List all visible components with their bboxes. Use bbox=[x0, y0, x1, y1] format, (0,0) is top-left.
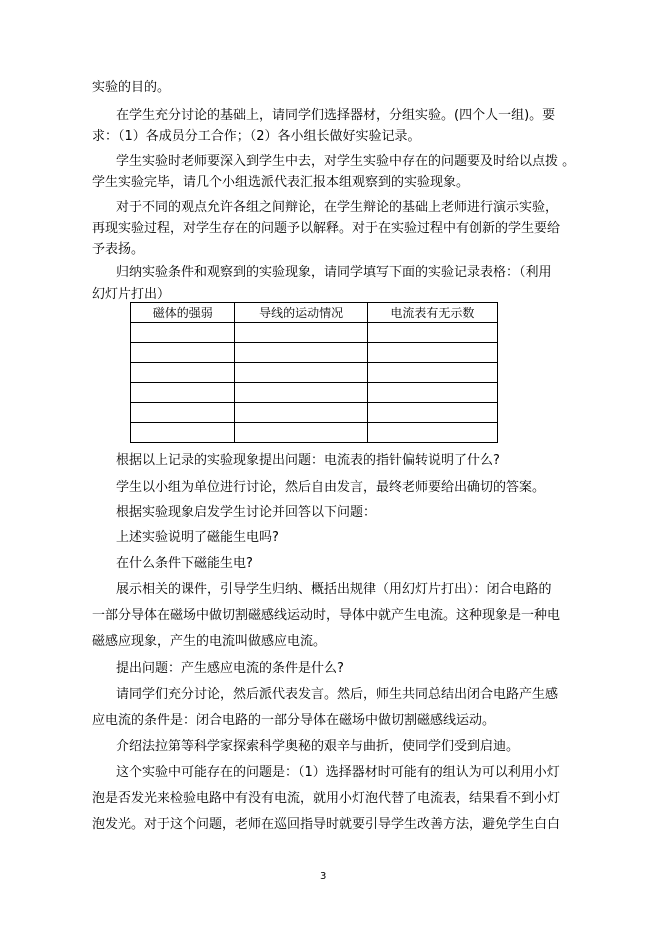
table-row bbox=[131, 403, 498, 423]
paragraph-line: 应电流的条件是：闭合电路的一部分导体在磁场中做切割磁感线运动。 bbox=[92, 713, 496, 728]
table-cell bbox=[367, 423, 497, 443]
table-cell bbox=[131, 383, 235, 403]
table-cell bbox=[367, 343, 497, 363]
paragraph-line: 展示相关的课件，引导学生归纳、概括出规律（用幻灯片打出）：闭合电路的 bbox=[116, 582, 552, 597]
table-header-cell: 导线的运动情况 bbox=[235, 303, 367, 323]
paragraph-line: 对于不同的观点允许各组之间辩论，在学生辩论的基础上老师进行演示实验， bbox=[116, 200, 559, 215]
paragraph-line: 再现实验过程，对学生存在的问题予以解释。对于在实验过程中有创新的学生要给 bbox=[92, 221, 561, 236]
paragraph-line: 予表扬。 bbox=[92, 242, 145, 257]
table-row bbox=[131, 343, 498, 363]
table-row bbox=[131, 423, 498, 443]
table-cell bbox=[367, 323, 497, 343]
table-header-row bbox=[131, 303, 498, 323]
table-cell bbox=[367, 403, 497, 423]
paragraph-line: 学生实验时老师要深入到学生中去，对学生实验中存在的问题要及时给以点拨 。 bbox=[116, 154, 576, 169]
paragraph-line: 求：（1）各成员分工合作；（2）各小组长做好实验记录。 bbox=[92, 129, 421, 144]
paragraph-line: 泡是否发光来检验电路中有没有电流，就用小灯泡代替了电流表，结果看不到小灯 bbox=[92, 791, 561, 806]
paragraph-line: 介绍法拉第等科学家探索科学奥秘的艰辛与曲折，使同学们受到启迪。 bbox=[116, 739, 520, 754]
paragraph-line: 磁感应现象，产生的电流叫做感应电流。 bbox=[92, 634, 327, 649]
table-row bbox=[131, 323, 498, 343]
experiment-record-table bbox=[130, 302, 498, 443]
table-cell bbox=[131, 423, 235, 443]
paragraph-line: 提出问题：产生感应电流的条件是什么? bbox=[116, 661, 344, 676]
paragraph-line: 在什么条件下磁能生电? bbox=[116, 556, 253, 571]
table-cell bbox=[235, 363, 367, 383]
table-cell bbox=[131, 343, 235, 363]
paragraph-line: 泡发光。对于这个问题，老师在巡回指导时就要引导学生改善方法，避免学生白白 bbox=[92, 817, 561, 832]
table-cell bbox=[235, 343, 367, 363]
table-cell bbox=[131, 363, 235, 383]
table-row bbox=[131, 383, 498, 403]
table-cell bbox=[367, 383, 497, 403]
paragraph-line: 学生实验完毕，请几个小组选派代表汇报本组观察到的实验现象。 bbox=[92, 175, 470, 190]
table-header-cell: 电流表有无示数 bbox=[367, 303, 497, 323]
table-row bbox=[131, 363, 498, 383]
table-cell bbox=[235, 383, 367, 403]
table-cell bbox=[131, 403, 235, 423]
paragraph-line: 在学生充分讨论的基础上，请同学们选择器材，分组实验。(四个人一组)。要 bbox=[116, 108, 556, 123]
page-number: 3 bbox=[320, 871, 327, 882]
paragraph-line: 实验的目的。 bbox=[92, 80, 171, 95]
table-cell bbox=[235, 423, 367, 443]
paragraph-line: 幻灯片打出） bbox=[92, 287, 171, 302]
table-cell bbox=[131, 323, 235, 343]
paragraph-line: 学生以小组为单位进行讨论，然后自由发言，最终老师要给出确切的答案。 bbox=[116, 480, 546, 495]
table-cell bbox=[235, 323, 367, 343]
table-cell bbox=[367, 363, 497, 383]
paragraph-line: 请同学们充分讨论，然后派代表发言。然后，师生共同总结出闭合电路产生感 bbox=[116, 687, 559, 702]
paragraph-line: 根据实验现象启发学生讨论并回答以下问题： bbox=[116, 505, 377, 520]
paragraph-line: 根据以上记录的实验现象提出问题：电流表的指针偏转说明了什么? bbox=[116, 453, 500, 468]
paragraph-line: 这个实验中可能存在的问题是：（1）选择器材时可能有的组认为可以利用小灯 bbox=[116, 765, 560, 780]
paragraph-line: 上述实验说明了磁能生电吗? bbox=[116, 530, 279, 545]
table-cell bbox=[235, 403, 367, 423]
paragraph-line: 归纳实验条件和观察到的实验现象，请同学填写下面的实验记录表格：（利用 bbox=[116, 265, 552, 280]
paragraph-line: 一部分导体在磁场中做切割磁感线运动时，导体中就产生电流。这种现象是一种电 bbox=[92, 608, 561, 623]
table-header-cell: 磁体的强弱 bbox=[131, 303, 235, 323]
